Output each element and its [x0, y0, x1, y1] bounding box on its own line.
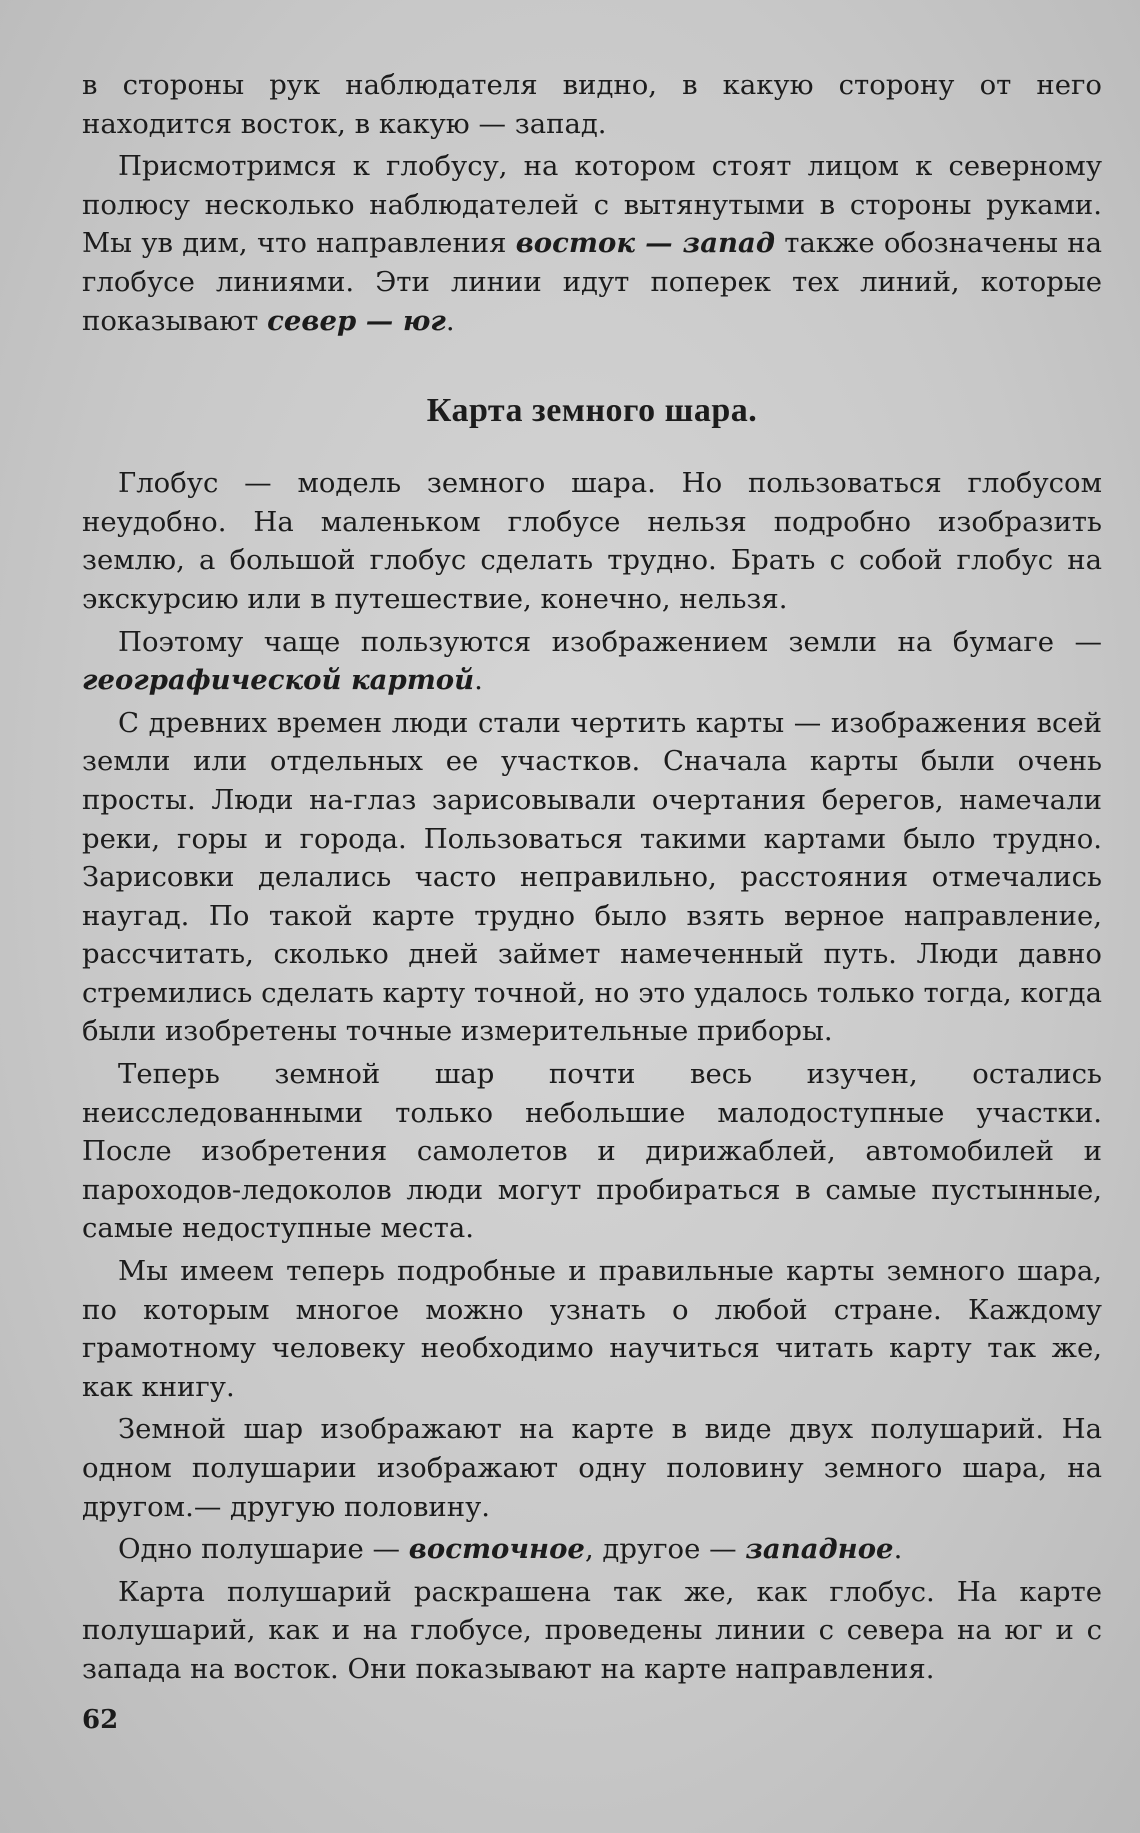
paragraph-explored-earth: Теперь земной шар почти весь изучен, остались неисследованными только небольшие малодоступные участки. После изобретения самолетов и дирижаблей, автомобилей и пароходов-ледоколов люди могут пробираться в самые пустынные, самые недоступные места. [82, 1058, 1102, 1245]
section-title: Карта земного шара. [426, 392, 758, 430]
emphasis-eastern: восточное [408, 1533, 585, 1566]
text: Присмотримся к глобусу, на котором стоят лицом к северному полюсу несколько наблюдателей с вытянутыми в стороны руками. Мы ув дим, что направления [82, 150, 1102, 260]
paragraph-east-west-hemisphere [82, 1530, 1102, 1569]
emphasis-east-west: восток — запад [515, 227, 775, 260]
page-number: 62 [82, 1705, 119, 1735]
text: также обозначены на глобусе линиями. Эти линии идут поперек тех линий, которые показывают [82, 227, 1102, 337]
emphasis-western: западное [745, 1533, 894, 1566]
text: , другое — [584, 1533, 746, 1566]
text: Одно полушарие — [118, 1533, 409, 1566]
paragraph-globe-model: Глобус — модель земного шара. Но пользоваться глобусом неудобно. На маленьком глобусе нельзя подробно изобразить землю, а большой глобус сделать трудно. Брать с собой глобус на экскурсию или в путешествие, конечно, нельзя. [82, 467, 1102, 615]
paragraph-globe-observers [82, 147, 1102, 340]
text: . [474, 664, 483, 697]
emphasis-geographic-map: географической картой [82, 664, 475, 697]
text: . [893, 1533, 903, 1566]
paragraph-geographic-map [82, 623, 1102, 700]
emphasis-north-south: север — юг [267, 304, 446, 337]
paragraph-continued: в стороны рук наблюдателя видно, в какую сторону от него находится восток, в какую — запад. [82, 69, 1102, 140]
paragraph-two-hemispheres: Земной шар изображают на карте в виде двух полушарий. На одном полушарии изображают одну половину земного шара, на другом.— другую половину. [82, 1413, 1102, 1523]
paragraph-ancient-maps: С древних времен люди стали чертить карты — изображения всей земли или отдельных ее участков. Сначала карты были очень просты. Люди на-глаз зарисовывали очертания берегов, намечали реки, горы и города. Пользоваться такими картами было трудно. Зарисовки делались часто неправильно, расстояния отмечались наугад. По такой карте трудно было взять верное направление, рассчитать, сколько дней займет намеченный путь. Люди давно стремились сделать карту точной, но это удалось только тогда, когда были изобретены точные измерительные приборы. [82, 706, 1102, 1048]
paragraph-hemisphere-map-lines: Карта полушарий раскрашена так же, как глобус. На карте полушарий, как и на глобусе, проведены линии с севера на юг и с запада на восток. Они показывают на карте направления. [82, 1575, 1102, 1685]
text: . [445, 304, 455, 337]
paragraph-detailed-maps: Мы имеем теперь подробные и правильные карты земного шара, по которым многое можно узнать о любой стране. Каждому грамотному человеку необходимо научиться читать карту так же, как книгу. [82, 1255, 1102, 1403]
text: Поэтому чаще пользуются изображением земли на бумаге — [118, 625, 1102, 658]
